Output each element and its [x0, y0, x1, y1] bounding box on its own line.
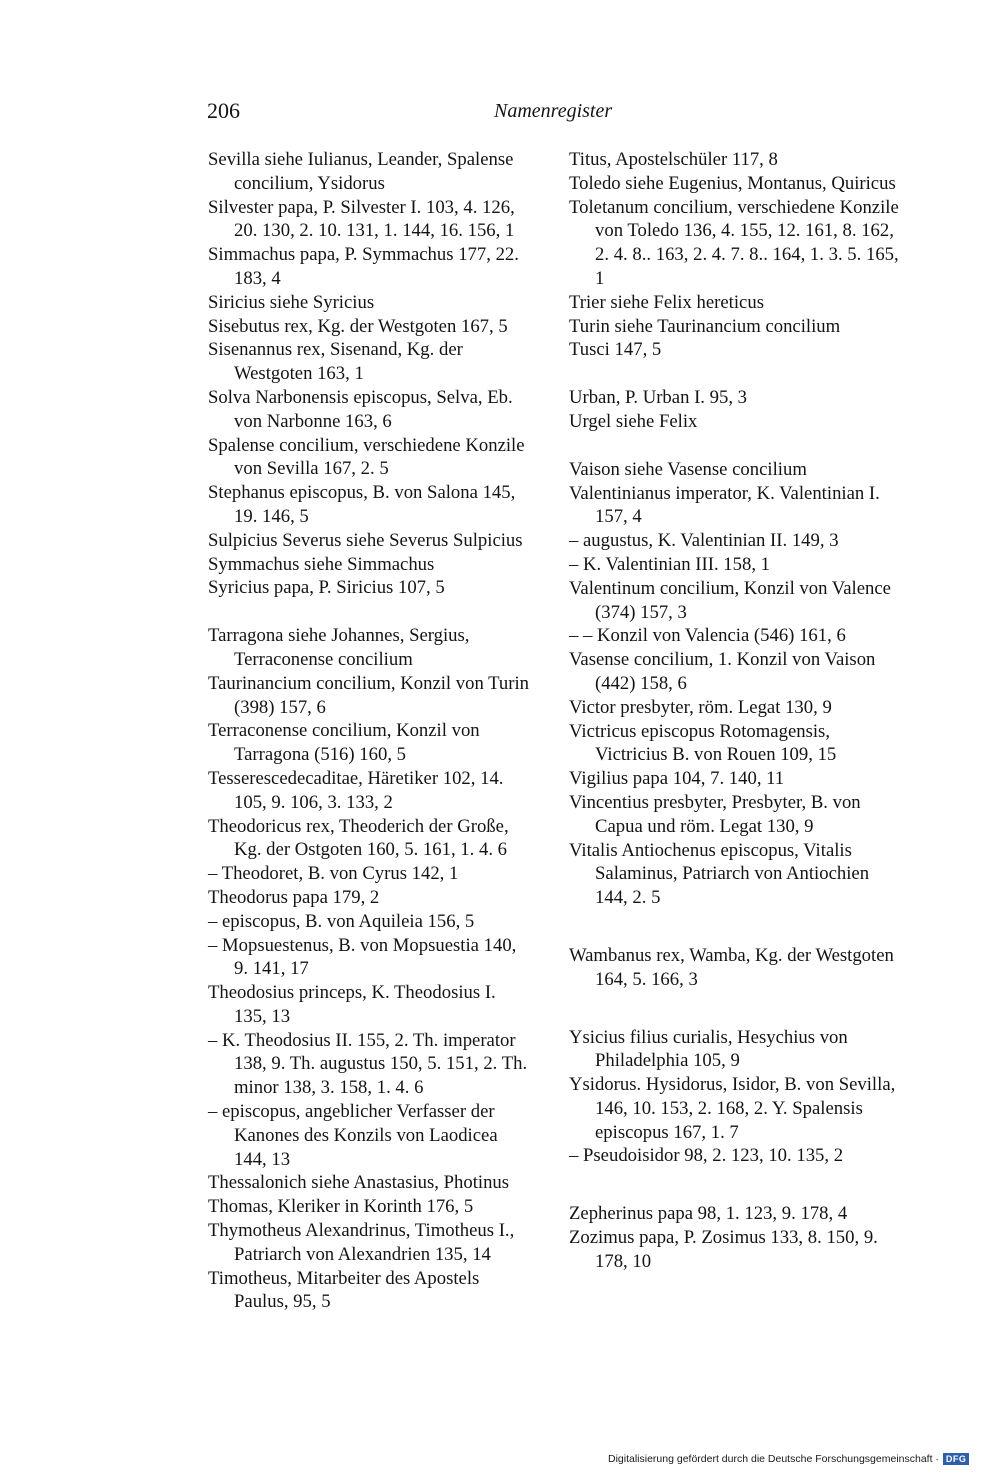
- index-entry: Ysicius filius curialis, Hesychius von Philadelphia 105, 9: [569, 1026, 848, 1072]
- dfg-logo: DFG: [943, 1453, 970, 1465]
- index-entry: Turin siehe Taurinancium concilium: [569, 315, 841, 337]
- index-entry: Timotheus, Mitarbeiter des Apostels Paulus, 95, 5: [208, 1267, 480, 1313]
- index-entry: – episcopus, B. von Aquileia 156, 5: [208, 910, 475, 932]
- index-entry: Thomas, Kleriker in Korinth 176, 5: [208, 1196, 474, 1218]
- index-entry: Thymotheus Alexandrinus, Timotheus I., Patriarch von Alexandrien 135, 14: [208, 1220, 515, 1265]
- index-entry: Symmachus siehe Simmachus: [208, 553, 435, 575]
- index-entry: Taurinancium concilium, Konzil von Turin (398) 157, 6: [208, 672, 530, 718]
- index-entry: Toletanum concilium, verschiedene Konzile von Toledo 136, 4. 155, 12. 161, 8. 162, 2. 4. 8.. 163, 2. 4. 7. 8.. 164, 1. 3. 5. 165, 1: [569, 196, 899, 289]
- section-gap: [569, 434, 905, 458]
- index-entry: Sisebutus rex, Kg. der Westgoten 167, 5: [208, 315, 508, 337]
- index-column-right: [569, 148, 905, 1274]
- index-column-left: [208, 148, 530, 1314]
- index-entry: Tarragona siehe Johannes, Sergius, Terraconense concilium: [208, 625, 470, 670]
- index-entry: – Pseudoisidor 98, 2. 123, 10. 135, 2: [569, 1145, 844, 1167]
- index-entry: Tesserescedecaditae, Häretiker 102, 14. 105, 9. 106, 3. 133, 2: [208, 767, 504, 813]
- section-gap: [208, 600, 530, 624]
- index-entry: Sisenannus rex, Sisenand, Kg. der Westgoten 163, 1: [208, 339, 463, 385]
- section-gap: [569, 362, 905, 386]
- index-entry: Thessalonich siehe Anastasius, Photinus: [208, 1172, 510, 1194]
- section-gap: [569, 1168, 905, 1202]
- index-entry: Zozimus papa, P. Zosimus 133, 8. 150, 9. 178, 10: [569, 1227, 878, 1272]
- index-entry: Theodoricus rex, Theoderich der Große, Kg. der Ostgoten 160, 5. 161, 1. 4. 6: [208, 815, 509, 861]
- index-entry: Sulpicius Severus siehe Severus Sulpicius: [208, 529, 523, 551]
- index-entry: Solva Narbonensis episcopus, Selva, Eb. von Narbonne 163, 6: [208, 386, 513, 432]
- index-entry: Silvester papa, P. Silvester I. 103, 4. 126, 20. 130, 2. 10. 131, 1. 144, 16. 156, 1: [208, 196, 515, 242]
- index-entry: Valentinianus imperator, K. Valentinian I. 157, 4: [569, 482, 880, 528]
- section-gap: [569, 992, 905, 1026]
- index-entry: Siricius siehe Syricius: [208, 291, 375, 313]
- index-entry: Stephanus episcopus, B. von Salona 145, 19. 146, 5: [208, 482, 516, 527]
- index-entry: Wambanus rex, Wamba, Kg. der Westgoten 164, 5. 166, 3: [569, 944, 894, 990]
- index-entry: Tusci 147, 5: [569, 339, 662, 361]
- footer: [608, 1453, 969, 1465]
- index-entry: Simmachus papa, P. Symmachus 177, 22. 183, 4: [208, 244, 519, 289]
- index-entry: – augustus, K. Valentinian II. 149, 3: [569, 530, 839, 552]
- index-entry: – Mopsuestenus, B. von Mopsuestia 140, 9. 141, 17: [208, 934, 517, 980]
- index-entry: Zepherinus papa 98, 1. 123, 9. 178, 4: [569, 1203, 848, 1225]
- index-entry: Syricius papa, P. Siricius 107, 5: [208, 577, 445, 599]
- index-entry: Valentinum concilium, Konzil von Valence (374) 157, 3: [569, 577, 891, 623]
- section-gap: [569, 910, 905, 944]
- index-entry: Urgel siehe Felix: [569, 410, 698, 432]
- index-entry: – Theodoret, B. von Cyrus 142, 1: [208, 863, 459, 885]
- index-entry: Victricus episcopus Rotomagensis, Victricius B. von Rouen 109, 15: [569, 720, 837, 766]
- page-title: Namenregister: [494, 100, 613, 122]
- index-entry: Sevilla siehe Iulianus, Leander, Spalense concilium, Ysidorus: [208, 149, 514, 194]
- index-entry: Ysidorus. Hysidorus, Isidor, B. von Sevilla, 146, 10. 153, 2. 168, 2. Y. Spalensis episcopus 167, 1. 7: [569, 1074, 896, 1143]
- index-entry: Trier siehe Felix hereticus: [569, 291, 764, 313]
- index-entry: Theodorus papa 179, 2: [208, 886, 380, 908]
- index-entry: Urban, P. Urban I. 95, 3: [569, 387, 748, 409]
- index-entry: Vitalis Antiochenus episcopus, Vitalis Salaminus, Patriarch von Antiochien 144, 2. 5: [569, 839, 870, 909]
- index-entry: – K. Valentinian III. 158, 1: [569, 553, 771, 575]
- index-entry: – episcopus, angeblicher Verfasser der Kanones des Konzils von Laodicea 144, 13: [208, 1101, 498, 1170]
- page-number: 206: [207, 98, 240, 123]
- index-entry: Theodosius princeps, K. Theodosius I. 135, 13: [208, 982, 496, 1027]
- footer-text: Digitalisierung gefördert durch die Deutsche Forschungsgemeinschaft ·: [608, 1453, 939, 1465]
- index-entry: Terraconense concilium, Konzil von Tarragona (516) 160, 5: [208, 720, 480, 766]
- index-entry: Vincentius presbyter, Presbyter, B. von Capua und röm. Legat 130, 9: [569, 791, 861, 837]
- index-entry: – K. Theodosius II. 155, 2. Th. imperator 138, 9. Th. augustus 150, 5. 151, 2. Th. minor 138, 3. 158, 1. 4. 6: [208, 1029, 528, 1099]
- index-entry: Vigilius papa 104, 7. 140, 11: [569, 768, 785, 790]
- index-entry: Vaison siehe Vasense concilium: [569, 458, 807, 480]
- index-entry: – – Konzil von Valencia (546) 161, 6: [569, 625, 846, 647]
- index-entry: Vasense concilium, 1. Konzil von Vaison (442) 158, 6: [569, 649, 876, 694]
- index-entry: Titus, Apostelschüler 117, 8: [569, 149, 778, 170]
- index-entry: Victor presbyter, röm. Legat 130, 9: [569, 696, 832, 718]
- index-entry: Spalense concilium, verschiedene Konzile von Sevilla 167, 2. 5: [208, 434, 525, 480]
- index-entry: Toledo siehe Eugenius, Montanus, Quiricus: [569, 172, 896, 194]
